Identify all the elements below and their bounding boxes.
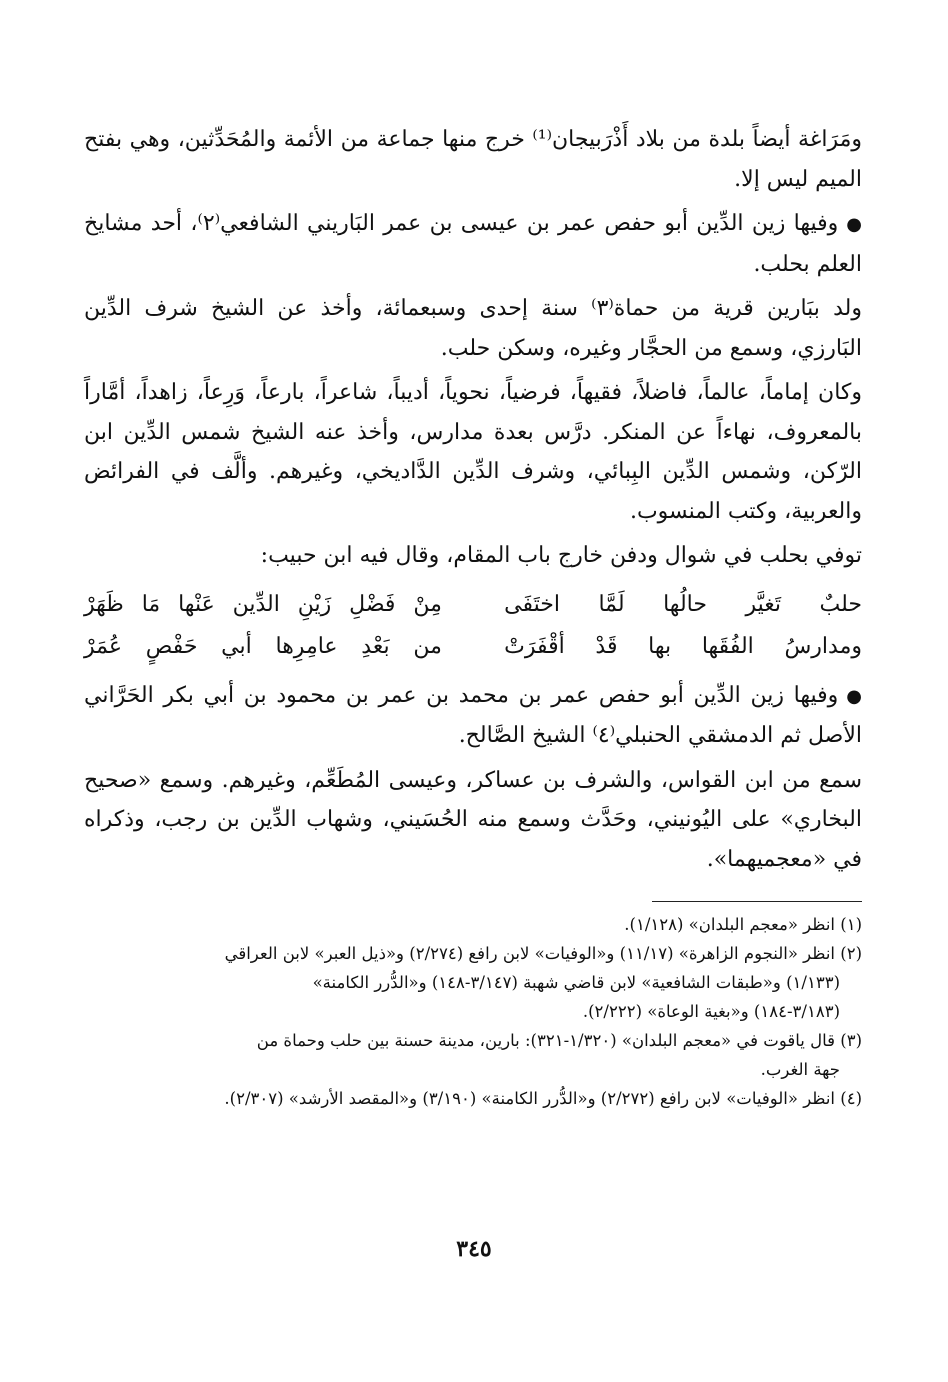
paragraph-barini-entry [84,204,862,284]
poem-verse-2-second-hemistich: من بَعْدِ عامِرِها أبي حَفْصٍ عُمَرْ [84,633,442,659]
bullet-icon: ● [846,214,863,235]
footnote-3-line-2: جهة الغرب. [760,1060,840,1079]
footnote-2 [84,939,862,1026]
footnote-3-line-1: (٣) قال ياقوت في «معجم البلدان» (١/٣٢٠-٣٢١): بارين، مدينة حسنة بين حلب وحماة من [256,1031,862,1050]
paragraph-barini-traits: وكان إماماً، عالماً، فاضلاً، فقيهاً، فرضياً، نحوياً، أديباً، شاعراً، بارعاً، وَرِعاً، زاهداً، أمَّاراً بالمعروف، نهاءاً عن المنكر. درَّس بعدة مدارس، وأخذ عنه الشيخ شمس الدِّين ابن الرّكن، وشمس الدِّين البِبائي، وشرف الدِّين الدَّاديخي، وغيرهم. وألَّف في الفرائض والعربية، وكتب المنسوب. [84,380,862,524]
paragraph-barini-birth: ولد ببَارين قرية من حماة⁽٣⁾ سنة إحدى وسبعمائة، وأخذ عن الشيخ شرف الدِّين البَارزي، وسمع من الحجَّار وغيره، وسكن حلب. [84,296,862,361]
paragraph-barini-text: وفيها زين الدِّين أبو حفص عمر بن عيسى بن عمر البَاريني الشافعي⁽٢⁾، أحد مشايخ العلم بحلب. [84,211,862,277]
paragraph-maragha: ومَرَاغة أيضاً بلدة من بلاد أَذْرَبيجان⁽¹⁾ خرج منها جماعة من الأئمة والمُحَدِّثين، وهي بفتح الميم ليس إلا. [84,127,862,192]
page-body [84,120,862,1113]
poem-verse-2-first-hemistich: ومدارسُ الفُقَها بها قَدْ أقْفَرَتْ [504,633,862,659]
poem-verse-1-first-hemistich: حلبٌ تَغيَّر حالُها لَمَّا اختَفَى [504,591,862,617]
footnotes [84,910,862,1113]
poem-verse-1-second-hemistich: مِنْ فَضْلِ زَيْنِ الدِّين عَنْها مَا ظَهَرْ [84,591,442,617]
page-number: ٣٤٥ [456,1236,492,1262]
paragraph-barini-death: توفي بحلب في شوال ودفن خارج باب المقام، وقال فيه ابن حبيب: [260,543,862,568]
footnote-4: (٤) انظر «الوفيات» لابن رافع (٢/٢٧٢) و«الدُّرر الكامنة» (٣/١٩٠) و«المقصد الأرشد» (٢/٣٠٧). [224,1089,862,1108]
paragraph-harrani-entry [84,676,862,756]
footnote-2-line-3: (٣/١٨٣-١٨٤) و«بغية الوعاة» (٢/٢٢٢). [582,1002,840,1021]
footnote-2-line-1: (٢) انظر «النجوم الزاهرة» (١١/١٧) و«الوفيات» لابن رافع (٢/٢٧٤) و«ذيل العبر» لابن العراقي [224,944,862,963]
footnote-1: (١) انظر «معجم البلدان» (١/١٢٨). [624,915,862,934]
paragraph-harrani-text: وفيها زين الدِّين أبو حفص عمر بن محمد بن عمر بن محمود بن أبي بكر الحَرَّاني الأصل ثم الدمشقي الحنبلي⁽٤⁾ الشيخ الصَّالح. [84,682,862,748]
poem [84,584,862,668]
poem-verse-2 [84,626,862,668]
footnote-2-line-2: (١/١٣٣) و«طبقات الشافعية» لابن قاضي شهبة (٣/١٤٧-١٤٨) و«الدُّرر الكامنة» [312,973,840,992]
poem-verse-1 [84,584,862,626]
footnote-divider [652,901,862,902]
footnote-3 [84,1026,862,1084]
bullet-icon: ● [846,685,862,707]
paragraph-harrani-hearing: سمع من ابن القواس، والشرف بن عساكر، وعيسى المُطَعِّم، وغيرهم. وسمع «صحيح البخاري» على اليُونيني، وحَدَّث وسمع منه الحُسَيني، وشهاب الدِّين بن رجب، وذكراه في «معجميهما». [84,767,862,872]
